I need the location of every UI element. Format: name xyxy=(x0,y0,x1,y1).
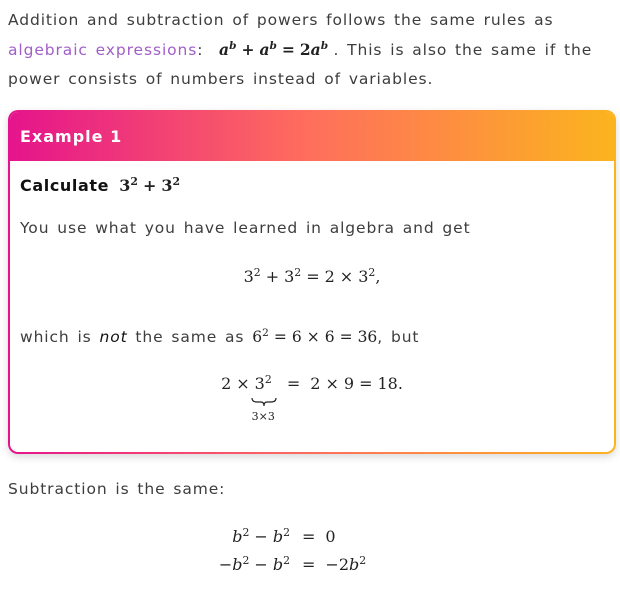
calculate-label: Calculate xyxy=(20,176,110,195)
intro-text-before: Addition and subtraction of powers follows the same rules as xyxy=(8,11,554,29)
equation-1: $3^2 + 3^2 = 2 \times 3^2$, xyxy=(243,266,381,286)
intro-text-after: . This is also the same if the power consists of numbers instead of variables. xyxy=(8,41,593,88)
underbrace-term: $3^2$ 3×3 xyxy=(251,373,275,423)
row1-rhs: = 0 xyxy=(302,527,336,546)
algebra-line: You use what you have learned in algebra and get xyxy=(20,219,471,237)
equation-2-right: = 2 × 9 = 18. xyxy=(286,374,403,393)
algebraic-expressions-link[interactable]: algebraic expressions xyxy=(8,41,198,59)
row2-rhs: = $-2b^2$ xyxy=(302,554,367,574)
underbrace-icon xyxy=(251,397,277,407)
calculate-expression: $3^2 + 3^2$ xyxy=(119,175,181,195)
not-emphasis: not xyxy=(99,328,128,346)
intro-colon: : xyxy=(197,41,204,59)
not-same-line: which is not the same as $6^2 = 6 \times 6 = 36$, but xyxy=(20,327,420,346)
intro-formula: $a^b + a^b = 2a^b$ xyxy=(219,40,329,59)
example-title: Example 1 xyxy=(10,112,614,161)
equation-2: $2 \times 3^2$ 3×3 = 2 × 9 = 18. xyxy=(221,373,403,423)
row1-lhs: $b^2 - b^2$ xyxy=(232,526,290,546)
row2-lhs: $-b^2 - b^2$ xyxy=(218,554,290,574)
calculate-line xyxy=(20,176,180,195)
underbrace-label: 3×3 xyxy=(251,410,275,423)
subtraction-intro: Subtraction is the same: xyxy=(8,480,226,498)
example-card xyxy=(8,110,616,454)
intro-paragraph xyxy=(8,6,598,94)
six-squared-math: $6^2 = 6 \times 6 = 36$ xyxy=(252,327,378,346)
